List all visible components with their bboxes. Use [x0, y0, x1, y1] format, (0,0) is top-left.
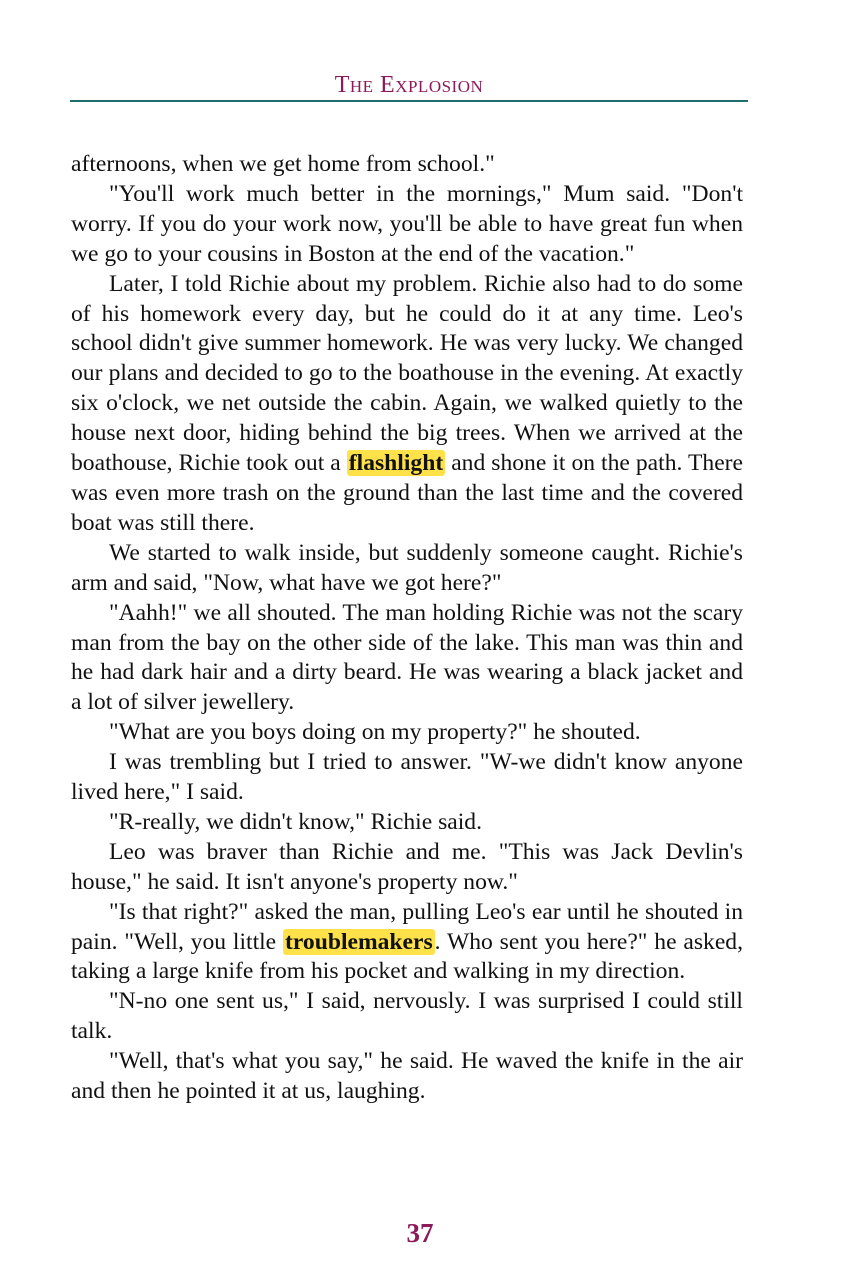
paragraph: "Well, that's what you say," he said. He waved the knife in the air and then he pointed it at us, laughing.: [71, 1048, 743, 1105]
paragraph: "R-really, we didn't know," Richie said.: [109, 808, 482, 835]
page-number: 37: [406, 1218, 434, 1248]
paragraph-text: and shone it on the path. There was even more trash on the ground than the last time and the covered boat was still there.: [71, 450, 744, 536]
paragraph: Leo was braver than Richie and me. "This was Jack Devlin's house," he said. It isn't anyone's property now.": [71, 838, 743, 895]
header-rule: [70, 100, 748, 102]
paragraph: I was trembling but I tried to answer. "W-we didn't know anyone lived here," I said.: [71, 749, 743, 806]
paragraph-text: "Is that right?" asked the man, pulling Leo's ear until he shouted in pain. "Well, you little: [71, 898, 743, 955]
highlighted-word: troublemakers: [285, 928, 433, 955]
paragraph: "N-no one sent us," I said, nervously. I was surprised I could still talk.: [71, 988, 743, 1045]
paragraph-text: Later, I told Richie about my problem. Richie also had to do some of his homework every day, but he could do it at any time. Leo's school didn't give summer homework. He was very lucky. We changed our plans and decided to go to the boathouse in the evening. At exactly six o'clock, we net outside the cabin. Again, we walked quietly to the house next door, hiding behind the big trees. When we arrived at the boathouse, Richie took out a: [71, 270, 743, 477]
paragraph: "Aahh!" we all shouted. The man holding Richie was not the scary man from the bay on the other side of the lake. This man was thin and he had dark hair and a dirty beard. He was wearing a black jacket and a lot of silver jewellery.: [71, 599, 743, 716]
paragraph: [71, 898, 743, 988]
chapter-header: The Explosion: [334, 72, 484, 98]
paragraph: "What are you boys doing on my property?" he shouted.: [109, 719, 641, 746]
paragraph: afternoons, when we get home from school.": [71, 151, 495, 177]
paragraph: "You'll work much better in the mornings," Mum said. "Don't worry. If you do your work now, you'll be able to have great fun when we go to your cousins in Boston at the end of the vacation.": [71, 180, 743, 267]
paragraph: [71, 270, 743, 539]
paragraph-text: . Who sent you here?" he asked, taking a large knife from his pocket and walking in my direction.: [71, 928, 743, 985]
body-text: [71, 150, 743, 1107]
highlighted-word: flashlight: [348, 450, 444, 477]
paragraph: We started to walk inside, but suddenly someone caught. Richie's arm and said, "Now, what have we got here?": [71, 539, 743, 596]
